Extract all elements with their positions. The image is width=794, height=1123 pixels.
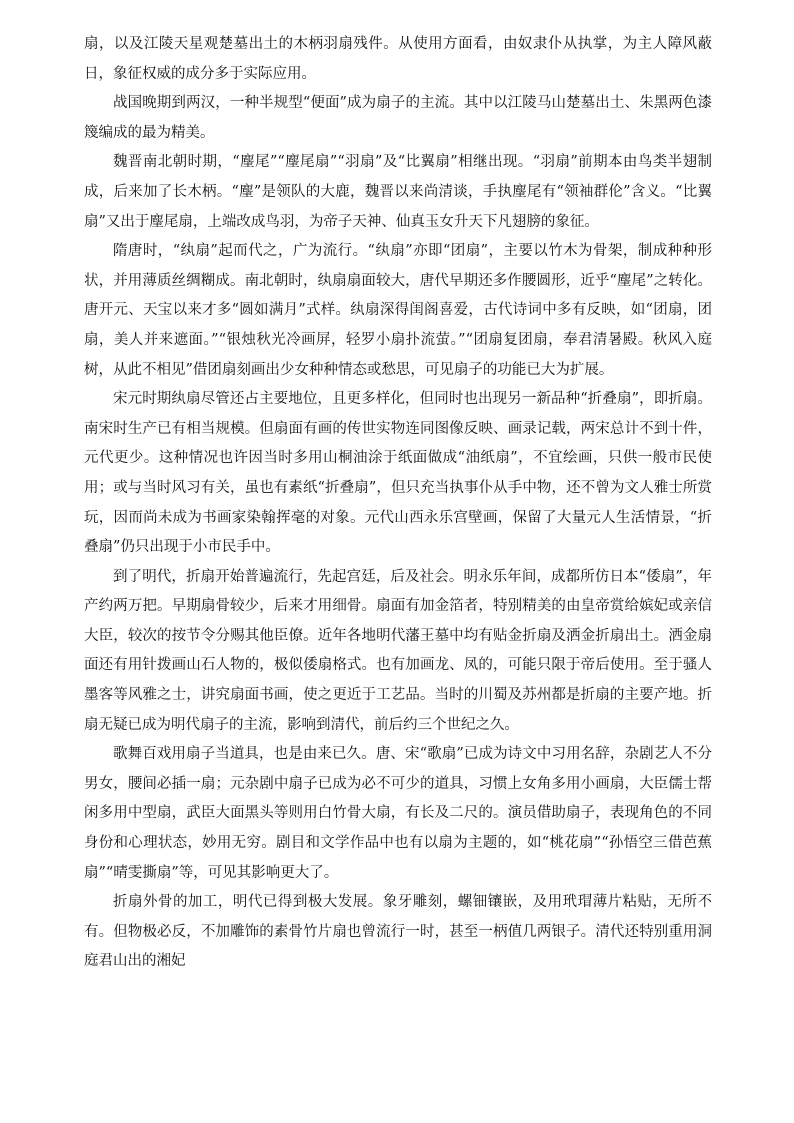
paragraph-7: 歌舞百戏用扇子当道具，也是由来已久。唐、宋“歌扇”已成为诗文中习用名辞，杂剧艺人不分男女，腰间必插一扇；元杂剧中扇子已成为必不可少的道具，习惯上女角多用小画扇，大臣儒士帮闲多用中型扇，武臣大面黑头等则用白竹骨大扇，有长及二尺的。演员借助扇子，表现角色的不同身份和心理状态，妙用无穷。剧目和文学作品中也有以扇为主题的，如“桃花扇”“孙悟空三借芭蕉扇”“晴雯撕扇”等，可见其影响更大了。 [84,746,712,881]
paragraph-6: 到了明代，折扇开始普遍流行，先起宫廷，后及社会。明永乐年间，成都所仿日本“倭扇”，年产约两万把。早期扇骨较少，后来才用细骨。扇面有加金箔者，特别精美的由皇帝赏给嫔妃或亲信大臣，较次的按节令分赐其他臣僚。近年各地明代藩王墓中均有贴金折扇及洒金折扇出土。洒金扇面还有用针拨画山石人物的，极似倭扇格式。也有加画龙、凤的，可能只限于帝后使用。至于骚人墨客等风雅之士，讲究扇面书画，使之更近于工艺品。当时的川蜀及苏州都是折扇的主要产地。折扇无疑已成为明代扇子的主流，影响到清代，前后约三个世纪之久。 [84,568,712,733]
paragraph-5: 宋元时期纨扇尽管还占主要地位，且更多样化，但同时也出现另一新品种“折叠扇”，即折扇。南宋时生产已有相当规模。但扇面有画的传世实物连同图像反映、画录记载，两宋总计不到十件，元代更少。这种情况也许因当时多用山桐油涂于纸面做成“油纸扇”，不宜绘画，只供一般市民使用；或与当时风习有关，虽也有素纸“折叠扇”，但只充当执事仆从手中物，还不曾为文人雅士所赏玩，因而尚未成为书画家染翰挥毫的对象。元代山西永乐宫壁画，保留了大量元人生活情景，“折叠扇”仍只出现于小市民手中。 [84,391,712,556]
document-page [84,30,712,977]
paragraph-8: 折扇外骨的加工，明代已得到极大发展。象牙雕刻，螺钿镶嵌，及用玳瑁薄片粘贴，无所不有。但物极必反，不加雕饰的素骨竹片扇也曾流行一时，甚至一柄值几两银子。清代还特别重用洞庭君山出的湘妃 [84,894,712,970]
paragraph-3: 魏晋南北朝时期，“麈尾”“麈尾扇”“羽扇”及“比翼扇”相继出现。“羽扇”前期本由鸟类半翅制成，后来加了长木柄。“麈”是领队的大鹿，魏晋以来尚清谈，手执麈尾有“领袖群伦”含义。“比翼扇”又出于麈尾扇，上端改成鸟羽，为帝子天神、仙真玉女升天下凡翅膀的象征。 [84,154,712,230]
paragraph-2: 战国晚期到两汉，一种半规型“便面”成为扇子的主流。其中以江陵马山楚墓出土、朱黑两色漆篾编成的最为精美。 [84,95,712,141]
paragraph-1: 扇，以及江陵天星观楚墓出土的木柄羽扇残件。从使用方面看，由奴隶仆从执掌，为主人障风蔽日，象征权威的成分多于实际应用。 [84,36,712,82]
paragraph-4: 隋唐时，“纨扇”起而代之，广为流行。“纨扇”亦即“团扇”，主要以竹木为骨架，制成种种形状，并用薄质丝绸糊成。南北朝时，纨扇扇面较大，唐代早期还多作腰圆形，近乎“麈尾”之转化。唐开元、天宝以来才多“圆如满月”式样。纨扇深得闺阁喜爱，古代诗词中多有反映，如“团扇，团扇，美人并来遮面。”“银烛秋光冷画屏，轻罗小扇扑流萤。”“团扇复团扇，奉君清暑殿。秋风入庭树，从此不相见”借团扇刻画出少女种种情态或愁思，可见扇子的功能已大为扩展。 [84,243,712,378]
